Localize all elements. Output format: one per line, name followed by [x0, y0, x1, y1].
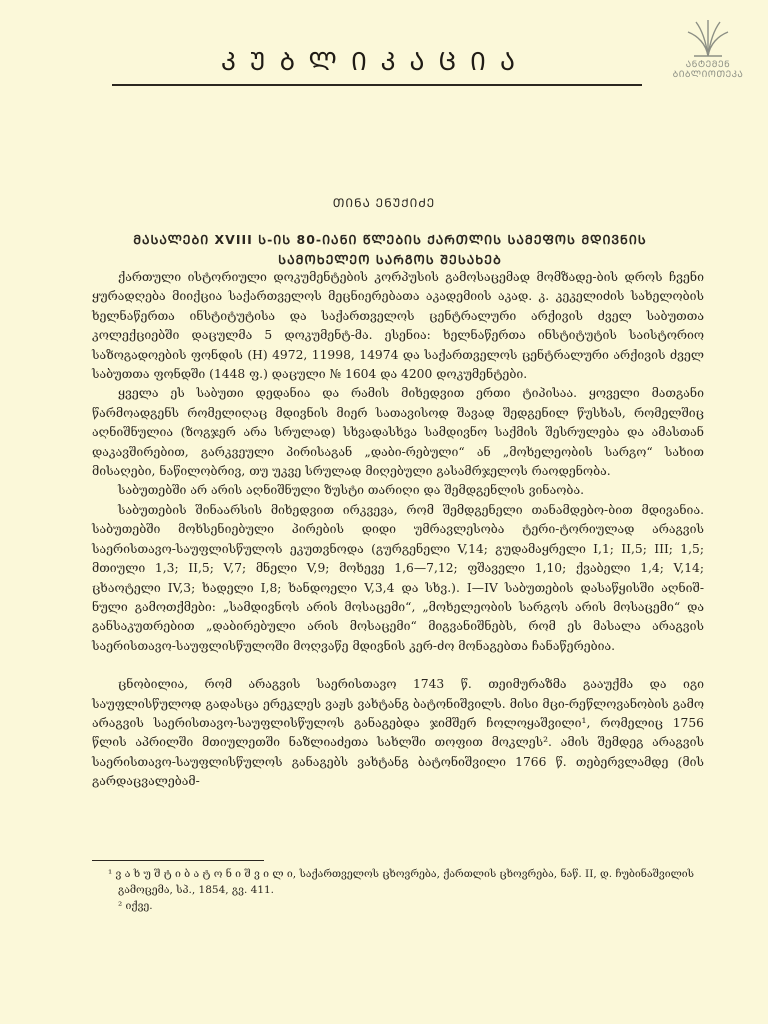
article-author: ᲗᲘᲜᲐ ᲔᲜᲣᲥᲘᲫᲔ: [332, 196, 436, 210]
footnote-2: ² იქვე.: [118, 900, 153, 912]
article-title: ᲛᲐᲡᲐᲚᲔᲑᲘ XVIII Ს-ᲘᲡ 80-ᲘᲐᲜᲘ ᲬᲚᲔᲑᲘᲡ ᲥᲐᲠᲗᲚᲘᲡ ᲡᲐᲛᲔᲤᲝᲡ ᲛᲓᲘᲕᲜᲘᲡ ᲡᲐᲛᲝᲮᲔᲚᲔᲝ ᲡᲐᲠᲒᲝᲡ ᲨᲔᲡᲐᲮᲔᲑ: [133, 232, 647, 267]
header-rule: [112, 84, 642, 86]
footnotes: [92, 866, 704, 914]
paragraph: ქართული ისტორიული დოკუმენტების კორპუსის გამოსაცემად მომზადე-ბის დროს ჩვენი ყურადღება მიიქცია საქართველოს მეცნიერებათა აკადემიის აკად. კ. კეკელიძის სახელობის ხელნაწერთა ინსტიტუტისა და საქართველოს ცენტრალური არქივის ძველ საბუთთა კოლექციებში დაცულმა 5 დოკუმენტ-მა. ესენია: ხელნაწერთა ინსტიტუტის საისტორიო საზოგადოების ფონდის (H) 4972, 11998, 14974 და საქართველოს ცენტრალური არქივის ძველ საბუთთა ფონდში (1448 ფ.) დაცული № 1604 და 4200 დოკუმენტები.: [92, 270, 704, 382]
paragraph: ყველა ეს საბუთი დედანია და რამის მიხედვით ერთი ტიპისაა. ყოველი მათგანი წარმოადგენს რომელიღაც მდივნის მიერ სათავისოდ შავად შედგენილ წუსხას, რომელშიც აღნიშნულია (ზოგჯერ არა სრულად) სხვადასხვა სამდივნო საქმის შესრულება და ამასთან დაკავშირებით, გარკვეული პირისაგან „დაბი-რებული“ ან „მოხელეობის სარგო“ სახით მისაღები, ნაწილობრივ, თუ უკვე სრულად მიღებული გასამრჯელოს რაოდენობა.: [92, 386, 704, 479]
footnote-1: ¹ ვ ა ხ უ შ ტ ი ბ ა ტ ო ნ ი შ ვ ი ლ ი, საქართველოს ცხოვრება, ქართლის ცხოვრება, ნაწ. II, დ. ჩუბინაშვილის გამოცემა, სპ., 1854, გვ. 411.: [108, 868, 695, 896]
seal-line-1: ᲐᲜᲢᲔᲛᲔᲜ: [685, 60, 731, 70]
footnote-rule: [92, 860, 264, 861]
library-seal: [662, 16, 754, 90]
seal-line-2: ᲑᲘᲑᲚᲘᲝᲗᲔᲙᲐ: [672, 70, 744, 80]
library-seal-icon: [684, 16, 732, 60]
paragraph: ცნობილია, რომ არაგვის საერისთავო 1743 წ. თეიმურაზმა გააუქმა და იგი საუფლისწულოდ გადასცა ერეკლეს ვაჟს ვახტანგ ბატონიშვილს. მისი მცი-რეწლოვანობის გამო არაგვის საერისთავო-საუფლისწულოს განაგებდა ჯიმშერ ჩოლოყაშვილი¹, რომელიც 1756 წლის აპრილში მთიულეთში ნაზლიაძეთა სახლში თოფით მოკლეს². ამის შემდეგ არაგვის საერისთავო-საუფლისწულოს განაგებს ვახტანგ ბატონიშვილი 1766 წ. თებერვლამდე (მის გარდაცვალებამ-: [92, 677, 704, 789]
journal-header: [110, 40, 640, 84]
paragraph: საბუთების შინაარსის მიხედვით ირკვევა, რომ შემდგენელი თანამდებო-ბით მდივანია. საბუთებში მოხსენიებული პირების დიდი უმრავლესობა ტერი-ტორიულად არაგვის საერისთავო-საუფლისწულოს ეკუთვნოდა (გურგენელი V,14; გუდამაყრელი I,1; II,5; III; 1,5; მთიული 1,3; II,5; V,7; მნელი V,9; მოხევე 1,6—7,12; ფშაველი 1,10; ქვაბელი 1,4; V,14; ცხაოტელი IV,3; ხადელი I,8; ხანდოელი V,3,4 და სხვ.). I—IV საბუთების დასაწყისში აღნიშ-ნული გამოთქმები: „სამდივნოს არის მოსაცემი“, „მოხელეობის სარგოს არის მოსაცემი“ და განსაკუთრებით „დაბირებული არის მოსაცემი“ მიგვანიშნებს, რომ ეს მასალა არაგვის საერისთავო-საუფლისწულოში მოღვაწე მდივნის კერ-ძო მონაგებთა ჩანაწერებია.: [92, 502, 704, 653]
article-body: [92, 268, 704, 792]
paragraph: საბუთებში არ არის აღნიშნული ზუსტი თარიღი და შემდგენლის ვინაობა.: [118, 483, 585, 498]
journal-title: ᲙᲣᲑᲚᲘᲙᲐᲪᲘᲐ: [220, 47, 530, 76]
